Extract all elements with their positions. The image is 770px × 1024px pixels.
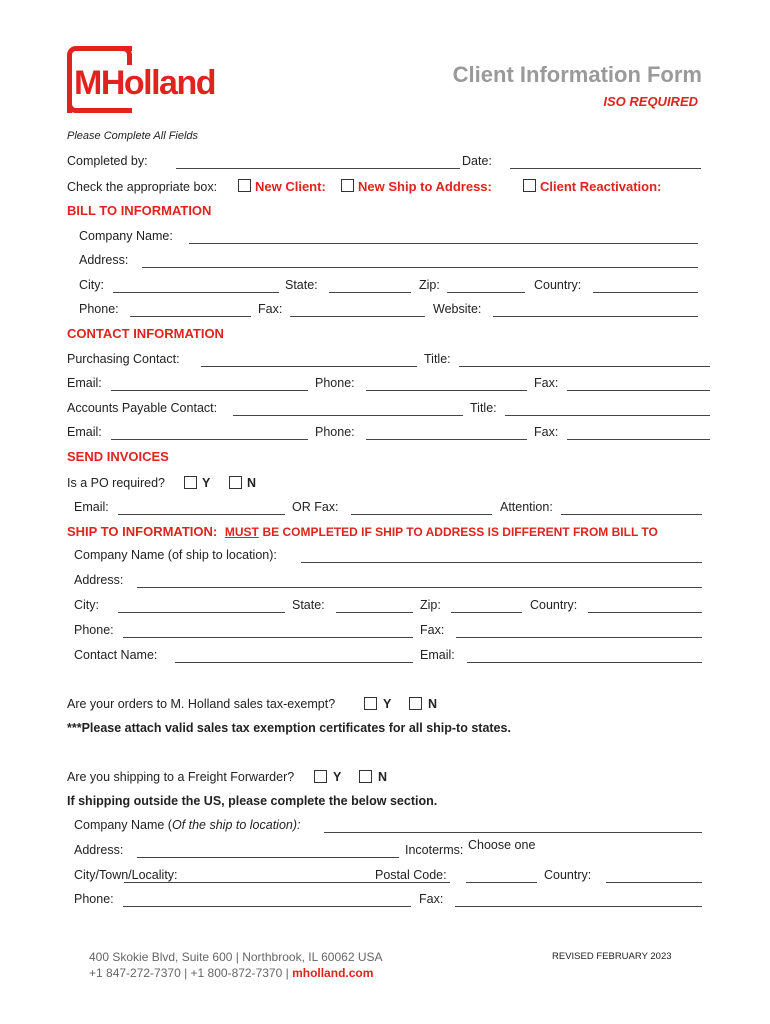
- revised-date: REVISED FEBRUARY 2023: [552, 951, 672, 962]
- ship-to-title: SHIP TO INFORMATION:: [67, 524, 218, 539]
- new-client-label: New Client:: [255, 179, 326, 194]
- ship-fax-label: Fax:: [420, 623, 445, 637]
- tax-note: ***Please attach valid sales tax exemption certificates for all ship-to states.: [67, 721, 511, 735]
- ship-phone-label: Phone:: [74, 623, 114, 637]
- ap-email-field[interactable]: [111, 439, 308, 440]
- tax-yes-checkbox[interactable]: [364, 697, 377, 710]
- ap-fax-label: Fax:: [534, 425, 559, 439]
- tax-yes-label: Y: [383, 697, 392, 711]
- ship-city-label: City:: [74, 598, 99, 612]
- ship-phone-field[interactable]: [123, 637, 413, 638]
- postal-label: Postal Code:: [375, 868, 447, 882]
- reactivation-checkbox[interactable]: [523, 179, 536, 192]
- invoice-fax-label: OR Fax:: [292, 500, 339, 514]
- invoice-email-label: Email:: [74, 500, 109, 514]
- freight-fax-label: Fax:: [419, 892, 444, 906]
- send-invoices-heading: SEND INVOICES: [67, 449, 169, 464]
- purchasing-email-label: Email:: [67, 376, 102, 390]
- freight-company-label: [74, 818, 301, 832]
- ship-to-heading: [67, 524, 658, 539]
- bill-zip-field[interactable]: [447, 292, 525, 293]
- ship-email-label: Email:: [420, 648, 455, 662]
- incoterms-label: Incoterms:: [405, 843, 464, 857]
- freight-company-label-a: Company Name (: [74, 818, 172, 832]
- bill-city-label: City:: [79, 278, 104, 292]
- attention-field[interactable]: [561, 514, 702, 515]
- bill-city-field[interactable]: [113, 292, 279, 293]
- ship-company-label: Company Name (of ship to location):: [74, 548, 277, 562]
- freight-city-field[interactable]: [124, 882, 450, 883]
- bill-phone-field[interactable]: [130, 316, 251, 317]
- purchasing-fax-label: Fax:: [534, 376, 559, 390]
- freight-city-label: City/Town/Locality:: [74, 868, 178, 882]
- ap-email-label: Email:: [67, 425, 102, 439]
- iso-required: ISO REQUIRED: [603, 94, 698, 109]
- ship-zip-field[interactable]: [451, 612, 522, 613]
- purchasing-phone-field[interactable]: [366, 390, 527, 391]
- attention-label: Attention:: [500, 500, 553, 514]
- postal-field[interactable]: [466, 882, 537, 883]
- form-title: Client Information Form: [452, 62, 702, 87]
- ap-title-field[interactable]: [505, 415, 710, 416]
- ship-state-label: State:: [292, 598, 325, 612]
- new-ship-label: New Ship to Address:: [358, 179, 492, 194]
- po-yes-checkbox[interactable]: [184, 476, 197, 489]
- freight-phone-label: Phone:: [74, 892, 114, 906]
- ap-field[interactable]: [233, 415, 463, 416]
- ap-title-label: Title:: [470, 401, 497, 415]
- bill-website-field[interactable]: [493, 316, 698, 317]
- contact-heading: CONTACT INFORMATION: [67, 326, 224, 341]
- po-required-label: Is a PO required?: [67, 476, 165, 490]
- purchasing-title-label: Title:: [424, 352, 451, 366]
- bill-zip-label: Zip:: [419, 278, 440, 292]
- ship-country-field[interactable]: [588, 612, 702, 613]
- check-label: Check the appropriate box:: [67, 180, 218, 194]
- po-no-checkbox[interactable]: [229, 476, 242, 489]
- bill-address-field[interactable]: [142, 267, 698, 268]
- bill-country-field[interactable]: [593, 292, 698, 293]
- ship-address-field[interactable]: [137, 587, 702, 588]
- freight-company-label-b: Of the ship to location):: [171, 818, 301, 832]
- bill-fax-label: Fax:: [258, 302, 283, 316]
- bill-state-field[interactable]: [329, 292, 411, 293]
- ship-city-field[interactable]: [118, 612, 285, 613]
- ship-contact-label: Contact Name:: [74, 648, 158, 662]
- ap-phone-label: Phone:: [315, 425, 355, 439]
- logo-frame-corner: [95, 46, 132, 65]
- bill-country-label: Country:: [534, 278, 582, 292]
- invoice-email-field[interactable]: [118, 514, 285, 515]
- tax-no-checkbox[interactable]: [409, 697, 422, 710]
- reactivation-label: Client Reactivation:: [540, 179, 662, 194]
- tax-exempt-label: Are your orders to M. Holland sales tax-exempt?: [67, 697, 336, 711]
- freight-no-label: N: [378, 770, 388, 784]
- invoice-fax-field[interactable]: [351, 514, 492, 515]
- ship-to-note: BE COMPLETED IF SHIP TO ADDRESS IS DIFFERENT FROM BILL TO: [262, 525, 658, 539]
- ship-to-must: MUST: [224, 525, 259, 539]
- freight-country-field[interactable]: [606, 882, 702, 883]
- freight-company-field[interactable]: [324, 832, 702, 833]
- freight-no-checkbox[interactable]: [359, 770, 372, 783]
- bill-company-label: Company Name:: [79, 229, 173, 243]
- freight-address-field[interactable]: [137, 857, 399, 858]
- bill-phone-label: Phone:: [79, 302, 119, 316]
- bill-website-label: Website:: [433, 302, 482, 316]
- ap-fax-field[interactable]: [567, 439, 710, 440]
- ap-phone-field[interactable]: [366, 439, 527, 440]
- date-field[interactable]: [510, 168, 701, 169]
- footer-phone-numbers: +1 847-272-7370 | +1 800-872-7370 |: [89, 966, 293, 980]
- ship-fax-field[interactable]: [456, 637, 702, 638]
- bill-to-heading: BILL TO INFORMATION: [67, 203, 212, 218]
- purchasing-fax-field[interactable]: [567, 390, 710, 391]
- purchasing-field[interactable]: [201, 366, 417, 367]
- freight-phone-field[interactable]: [123, 906, 411, 907]
- po-no-label: N: [247, 476, 257, 490]
- ship-state-field[interactable]: [336, 612, 413, 613]
- freight-label: Are you shipping to a Freight Forwarder?: [67, 770, 295, 784]
- purchasing-label: Purchasing Contact:: [67, 352, 180, 366]
- freight-yes-checkbox[interactable]: [314, 770, 327, 783]
- freight-country-label: Country:: [544, 868, 592, 882]
- freight-fax-field[interactable]: [455, 906, 702, 907]
- bill-state-label: State:: [285, 278, 318, 292]
- tax-no-label: N: [428, 697, 438, 711]
- bill-fax-field[interactable]: [290, 316, 425, 317]
- incoterms-dropdown[interactable]: [468, 838, 700, 856]
- ship-company-field[interactable]: [301, 562, 702, 563]
- footer-site-link[interactable]: mholland.com: [292, 966, 374, 980]
- freight-address-label: Address:: [74, 843, 124, 857]
- completed-by-field[interactable]: [176, 168, 460, 169]
- ship-zip-label: Zip:: [420, 598, 441, 612]
- bill-company-field[interactable]: [189, 243, 698, 244]
- freight-note: If shipping outside the US, please complete the below section.: [67, 794, 438, 808]
- purchasing-phone-label: Phone:: [315, 376, 355, 390]
- ship-contact-field[interactable]: [175, 662, 413, 663]
- logo-text: MHolland: [74, 64, 215, 102]
- ship-country-label: Country:: [530, 598, 578, 612]
- new-ship-checkbox[interactable]: [341, 179, 354, 192]
- new-client-checkbox[interactable]: [238, 179, 251, 192]
- date-label: Date:: [462, 154, 492, 168]
- incoterms-value: Choose one: [468, 838, 536, 852]
- footer-address: 400 Skokie Blvd, Suite 600 | Northbrook, IL 60062 USA: [89, 950, 383, 964]
- freight-yes-label: Y: [333, 770, 342, 784]
- purchasing-title-field[interactable]: [459, 366, 710, 367]
- ap-label: Accounts Payable Contact:: [67, 401, 218, 415]
- po-yes-label: Y: [202, 476, 211, 490]
- completed-by-label: Completed by:: [67, 154, 148, 168]
- purchasing-email-field[interactable]: [111, 390, 308, 391]
- ship-address-label: Address:: [74, 573, 124, 587]
- intro-text: Please Complete All Fields: [67, 130, 199, 142]
- footer-phones: [89, 966, 373, 980]
- bill-address-label: Address:: [79, 253, 129, 267]
- ship-email-field[interactable]: [467, 662, 702, 663]
